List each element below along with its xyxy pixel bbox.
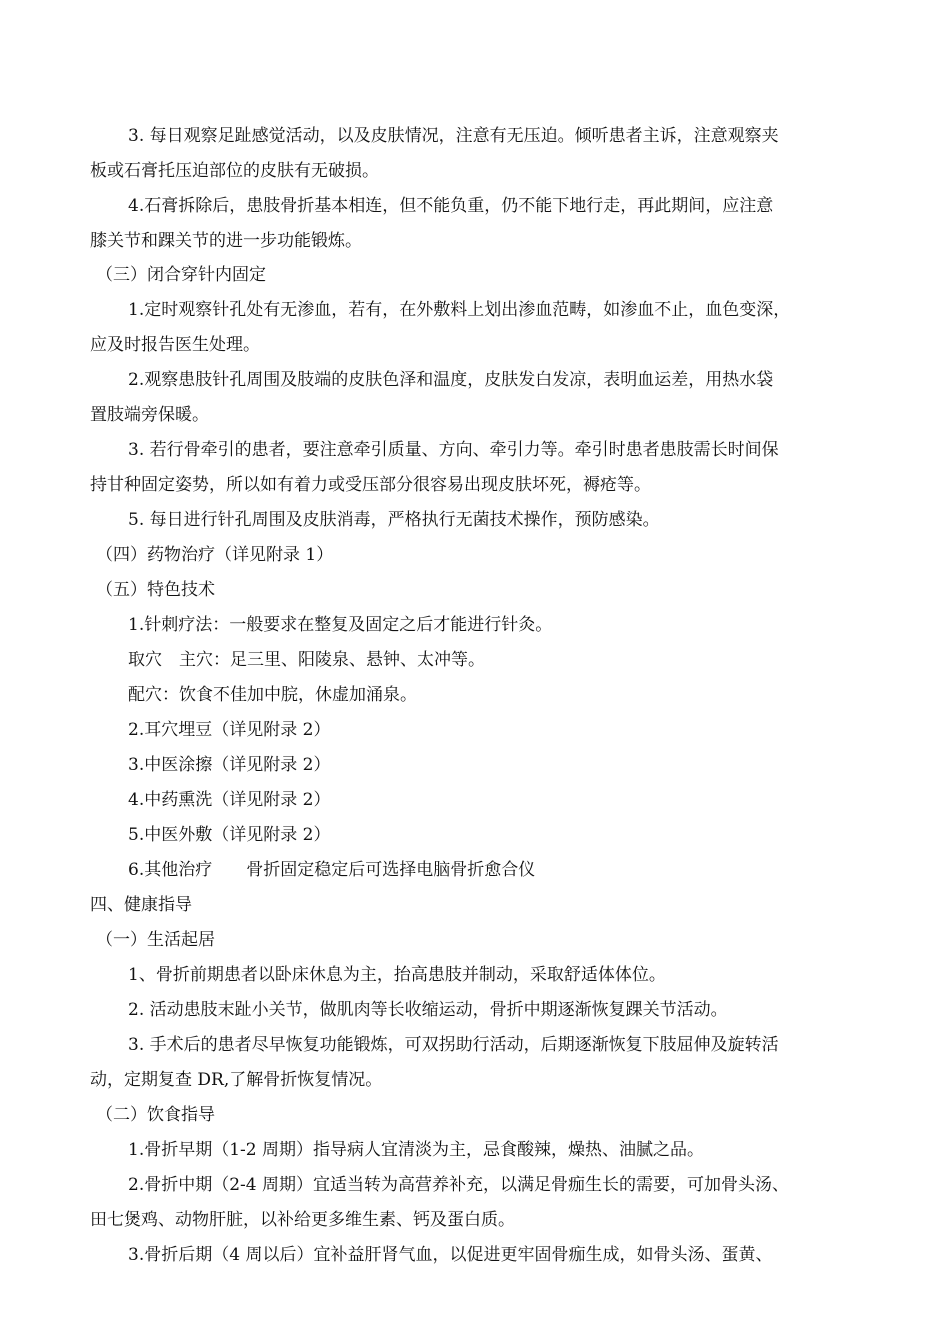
paragraph-line: 板或石膏托压迫部位的皮肤有无破损。	[90, 161, 379, 181]
paragraph-line: 膝关节和踝关节的进一步功能锻炼。	[90, 231, 362, 251]
section-heading: （二）饮食指导	[96, 1105, 215, 1125]
paragraph-line: 1、骨折前期患者以卧床休息为主，抬高患肢并制动，采取舒适体体位。	[128, 965, 666, 985]
list-item: 5.中医外敷（详见附录 2）	[128, 825, 331, 845]
paragraph-line: 2.观察患肢针孔周围及肢端的皮肤色泽和温度，皮肤发白发凉，表明血运差，用热水袋	[128, 370, 774, 390]
section-heading: （三）闭合穿针内固定	[96, 265, 266, 285]
section-heading: （一）生活起居	[96, 930, 215, 950]
paragraph-line: 1.骨折早期（1-2 周期）指导病人宜清淡为主，忌食酸辣，燥热、油腻之品。	[128, 1140, 704, 1160]
paragraph-line: 5. 每日进行针孔周围及皮肤消毒，严格执行无菌技术操作，预防感染。	[128, 510, 660, 530]
list-item: 6.其他治疗 骨折固定稳定后可选择电脑骨折愈合仪	[128, 860, 536, 880]
paragraph-line: 3. 手术后的患者尽早恢复功能锻炼，可双拐助行活动，后期逐渐恢复下肢屈伸及旋转活	[128, 1035, 779, 1055]
list-item: 3.中医涂擦（详见附录 2）	[128, 755, 331, 775]
paragraph-line: 应及时报告医生处理。	[90, 335, 260, 355]
list-item: 2.耳穴埋豆（详见附录 2）	[128, 720, 331, 740]
paragraph-line: 3. 若行骨牵引的患者，要注意牵引质量、方向、牵引力等。牵引时患者患肢需长时间保	[128, 440, 779, 460]
paragraph-line: 动，定期复查 DR,了解骨折恢复情况。	[90, 1070, 383, 1090]
paragraph-line: 持甘种固定姿势，所以如有着力或受压部分很容易出现皮肤坏死，褥疮等。	[90, 475, 651, 495]
paragraph-line: 置肢端旁保暖。	[90, 405, 209, 425]
paragraph-line: 2. 活动患肢末趾小关节，做肌肉等长收缩运动，骨折中期逐渐恢复踝关节活动。	[128, 1000, 728, 1020]
paragraph-line: 2.骨折中期（2-4 周期）宜适当转为高营养补充，以满足骨痂生长的需要，可加骨头汤、	[128, 1175, 789, 1195]
paragraph-line: 配穴：饮食不佳加中脘，休虚加涌泉。	[128, 685, 417, 705]
section-heading: （五）特色技术	[96, 580, 215, 600]
chapter-heading: 四、健康指导	[90, 895, 192, 915]
paragraph-line: 1.针刺疗法：一般要求在整复及固定之后才能进行针灸。	[128, 615, 553, 635]
paragraph-line: 3.骨折后期（4 周以后）宜补益肝肾气血，以促进更牢固骨痂生成，如骨头汤、蛋黄、	[128, 1245, 773, 1265]
paragraph-line: 4.石膏拆除后，患肢骨折基本相连，但不能负重，仍不能下地行走，再此期间，应注意	[128, 196, 774, 216]
paragraph-line: 3. 每日观察足趾感觉活动，以及皮肤情况，注意有无压迫。倾听患者主诉，注意观察夹	[128, 126, 779, 146]
paragraph-line: 田七煲鸡、动物肝脏，以补给更多维生素、钙及蛋白质。	[90, 1210, 515, 1230]
list-item: 4.中药熏洗（详见附录 2）	[128, 790, 331, 810]
paragraph-line: 取穴 主穴：足三里、阳陵泉、悬钟、太冲等。	[128, 650, 485, 670]
paragraph-line: 1.定时观察针孔处有无渗血，若有，在外敷料上划出渗血范畴，如渗血不止，血色变深，	[128, 300, 791, 320]
section-heading: （四）药物治疗（详见附录 1）	[96, 545, 334, 565]
